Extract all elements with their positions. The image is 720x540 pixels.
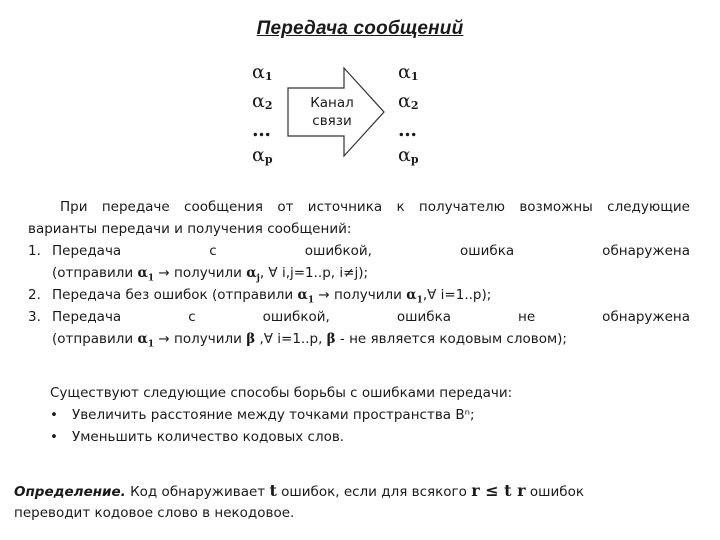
right-alpha-2: $\alpha_2$ [398,90,419,112]
case-2-number: 2. [28,287,41,303]
case-3-number: 3. [28,309,41,325]
right-alpha-1: $\alpha_1$ [398,61,419,83]
bullet-icon: • [50,429,58,445]
right-alpha-p: $\alpha_p$ [398,144,419,166]
case-1-number: 1. [28,243,41,259]
left-alpha-1: $\alpha_1$ [252,61,273,83]
left-alpha-p: $\alpha_p$ [252,144,273,166]
definition-line-1: Определение. Код обнаруживает t ошибок, если для всякого r ≤ t r ошибок [14,481,584,500]
definition-term: Определение. [14,484,126,500]
methods-item-1 [50,404,690,426]
case-1-line2: (отправили $\alpha_1$ → получили $\alpha_j$, ∀ i,j=1..p, i≠j); [52,265,369,284]
case-1-line1: Передача с ошибкой, ошибка обнаружена [52,243,690,259]
channel-label [292,94,372,130]
right-alpha-ellipsis: … [398,119,417,141]
methods-item-1-text: Увеличить расстояние между точками пространства Bⁿ; [72,407,475,423]
case-2-line1: Передача без ошибок (отправили $\alpha_1$ → получили $\alpha_1,\forall$ i=1..p); [52,287,492,306]
case-3-line1: Передача с ошибкой, ошибка не обнаружена [52,309,690,325]
methods-item-2-text: Уменьшить количество кодовых слов. [72,429,345,445]
methods-item-2 [50,426,690,448]
page-title: Передача сообщений [256,18,464,39]
intro-line-1: При передаче сообщения от источника к получателю возможны следующие [60,199,690,215]
methods-heading: Существуют следующие способы борьбы с ошибками передачи: [50,385,513,401]
bullet-icon: • [50,407,58,423]
channel-label-line2: связи [312,113,352,129]
left-alpha-list [252,60,273,172]
case-3-line2: (отправили $\alpha_1$ → получили β ,∀ i=1..p, β - не является кодовым словом); [52,331,567,350]
case-1 [28,240,690,290]
definition-line-2: переводит кодовое слово в некодовое. [14,505,295,521]
intro-line-2: варианты передачи и получения сообщений: [28,221,352,237]
right-alpha-list [398,60,419,172]
left-alpha-2: $\alpha_2$ [252,90,273,112]
channel-label-line1: Канал [310,95,354,111]
left-alpha-ellipsis: … [252,119,271,141]
case-3 [28,306,690,356]
